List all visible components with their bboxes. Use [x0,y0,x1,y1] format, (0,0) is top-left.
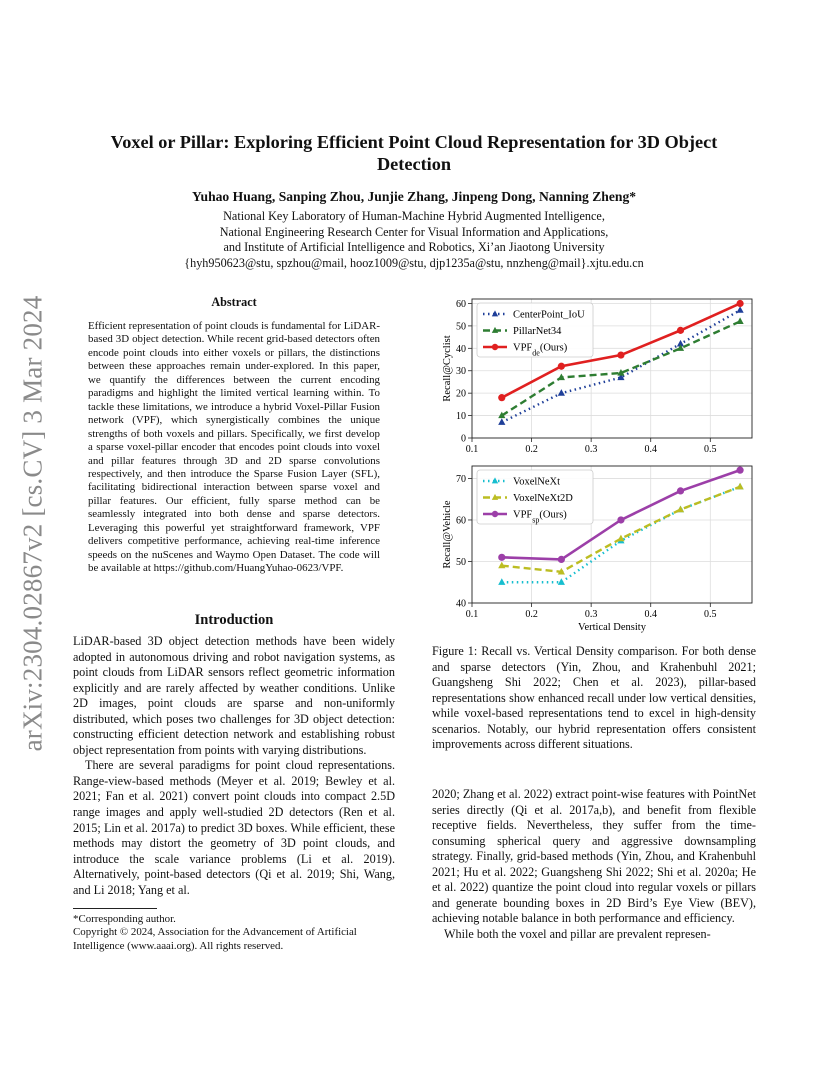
data-point [736,317,743,324]
legend-suffix: (Ours) [539,509,567,521]
x-tick-label: 0.1 [465,444,479,455]
legend-suffix: (Ours) [539,342,568,354]
x-tick-label: 0.1 [465,609,479,620]
data-point [558,373,565,380]
y-tick-label: 70 [456,473,466,485]
legend-subscript: sp [532,515,540,525]
x-tick-label: 0.4 [644,609,657,620]
legend-label: $VPF_{de}(Ours)$ [513,342,568,358]
legend-label: CenterPoint_IoU [513,309,585,321]
recall-vs-density-chart [430,290,760,635]
data-point [736,300,743,307]
figure-1 [430,290,760,635]
y-tick-label: 60 [456,298,466,310]
x-axis-label: Vertical Density [578,622,646,633]
data-point [558,389,565,396]
data-point [617,535,624,542]
paragraph: While both the voxel and pillar are prevalent represen- [444,926,711,941]
legend-label: $VPF_{sp}(Ours)$ [513,509,567,525]
footnote-text: *Corresponding author. [73,913,176,925]
data-point [498,418,505,425]
data-point [498,394,505,401]
right-column-body [432,787,756,942]
y-tick-label: 40 [456,343,466,355]
subplot-2 [442,466,752,633]
legend-marker [492,344,498,350]
data-point [498,554,505,561]
x-tick-label: 0.2 [525,444,538,455]
legend-label: VoxelNeXt [513,476,561,488]
footnote [73,913,395,927]
y-tick-label: 30 [456,366,466,378]
abstract-text: Efficient representation of point clouds is fundamental for LiDAR-based 3D object detection. While recent grid-based detectors often encode point clouds into either voxels or pillars, the distinctions between these approaches remain under-explored. In this paper, we quantify the differences between the current encoding paradigms and highlight the limited vertical learning within. To tackle these limitations, we introduce a hybrid Voxel-Pillar Fusion network (VPF), which synergistically combines the unique strengths of both voxels and pillars. Specifically, we first develop a sparse voxel-pillar encoder that encodes point clouds into voxel and pillar features through 3D and 2D sparse convolutions respectively, and then introduce the Sparse Fusion Layer (SFL), facilitating bidirectional interaction between sparse voxel and pillar features. Our efficient, fully sparse method can be seamlessly integrated into both dense and sparse detectors. Leveraging this powerful yet straightforward framework, VPF delivers competitive performance, achieving real-time inference speeds on the nuScenes and Waymo Open Dataset. The code will be available at https://github.com/HuangYuhao-0623/VPF. [88,320,380,575]
legend-marker [492,511,498,517]
copyright-notice: Copyright © 2024, Association for the Advancement of Artificial Intelligence (www.aaai.org). All rights reserved. [73,926,357,952]
affiliation-block [100,209,728,271]
x-tick-label: 0.2 [525,609,538,620]
introduction-body [73,634,395,898]
legend-label: PillarNet34 [513,326,562,338]
data-point [617,351,624,358]
y-axis-label: Recall@Vehicle [442,500,453,569]
subplot-1 [442,299,752,455]
paragraph: LiDAR-based 3D object detection methods have been widely adopted in autonomous driving and robot navigation systems, as point clouds from LiDAR sensors reflect geometric information explicitly and are rarely affected by weather conditions. Unlike 2D images, point clouds are sparse and non-uniformly distributed, which poses two challenges for 3D object detection: constructing efficient detection network and establishing robust object representation from points with varying distributions. [73,634,395,757]
y-axis-label: Recall@Cyclist [442,335,453,402]
y-tick-label: 50 [456,321,466,333]
data-point [677,487,684,494]
legend-label: VoxelNeXt2D [513,493,573,505]
introduction-heading: Introduction [194,612,274,628]
affiliation-line: and Institute of Artificial Intelligence and Robotics, Xi’an Jiaotong University [223,240,605,255]
data-point [736,483,743,490]
author-list: Yuhao Huang, Sanping Zhou, Junjie Zhang, Jinpeng Dong, Nanning Zheng* [191,189,637,204]
email-line: {hyh950623@stu, spzhou@mail, hooz1009@stu, djp1235a@stu, nnzheng@mail}.xjtu.edu.cn [184,255,644,270]
y-tick-label: 40 [456,598,466,610]
data-point [498,578,505,585]
data-point [677,327,684,334]
figure-caption: Figure 1: Recall vs. Vertical Density comparison. For both dense and sparse detectors (Yin, Zhou, and Krahenbuhl 2021; Guangsheng Shi 2022; Chen et al. 2023), pillar-based representations show enhanced recall under low vertical densities, while voxel-based representations tend to excel in high-density scenarios. Notably, our hybrid representation offers consistent improvements across different situations. [432,644,756,751]
paragraph: There are several paradigms for point cloud representations. Range-view-based methods (Meyer et al. 2019; Bewley et al. 2021; Fan et al. 2021) convert point clouds into compact 2.5D range images and apply well-studied 2D detectors (Ren et al. 2015; Lin et al. 2017a) to predict 3D boxes. While efficient, these methods may distort the geometry of 3D point clouds, and introduce the scale variance problems (Li et al. 2019). Alternatively, point-based detectors (Qi et al. 2019; Shi, Wang, and Li 2018; Yang et al. [73,758,395,897]
paper-title: Voxel or Pillar: Exploring Efficient Point Cloud Representation for 3D Object Detection [110,132,718,174]
data-point [558,556,565,563]
data-point [677,506,684,513]
arxiv-identifier [16,288,50,758]
x-tick-label: 0.4 [644,444,657,455]
affiliation-line: National Key Laboratory of Human-Machine Hybrid Augmented Intelligence, [223,209,605,223]
x-tick-label: 0.5 [704,609,717,620]
abstract-heading: Abstract [211,295,257,309]
data-point [558,363,565,370]
y-tick-label: 60 [456,515,466,527]
x-tick-label: 0.3 [584,609,598,620]
affiliation-line: National Engineering Research Center for Visual Information and Applications, [219,224,609,239]
legend-subscript: de [532,348,540,358]
data-point [558,578,565,585]
data-point [736,467,743,474]
x-tick-label: 0.5 [704,444,717,455]
data-point [736,306,743,313]
arxiv-identifier-text: arXiv:2304.02867v2 [cs.CV] 3 Mar 2024 [17,295,48,751]
data-point [617,516,624,523]
y-tick-label: 50 [456,556,466,568]
paragraph: 2020; Zhang et al. 2022) extract point-wise features with PointNet series directly (Qi et al. 2017a,b), and benefit from flexible receptive fields. Nevertheless, they suffer from the time-consuming spherical query and aggressive downsampling strategy. Finally, grid-based methods (Yin, Zhou, and Krahenbuhl 2021; Hu et al. 2022; Guangsheng Shi 2022; Shi et al. 2020a; He et al. 2022) quantize the point cloud into regular voxels or pillars and generate bounding boxes in 2D Bird’s Eye View (BEV), achieving notable balance in both performance and efficiency. [432,787,756,926]
footnote-divider [73,908,157,909]
y-tick-label: 0 [461,433,466,445]
y-tick-label: 20 [456,388,466,400]
y-tick-label: 10 [456,411,466,423]
x-tick-label: 0.3 [584,444,598,455]
